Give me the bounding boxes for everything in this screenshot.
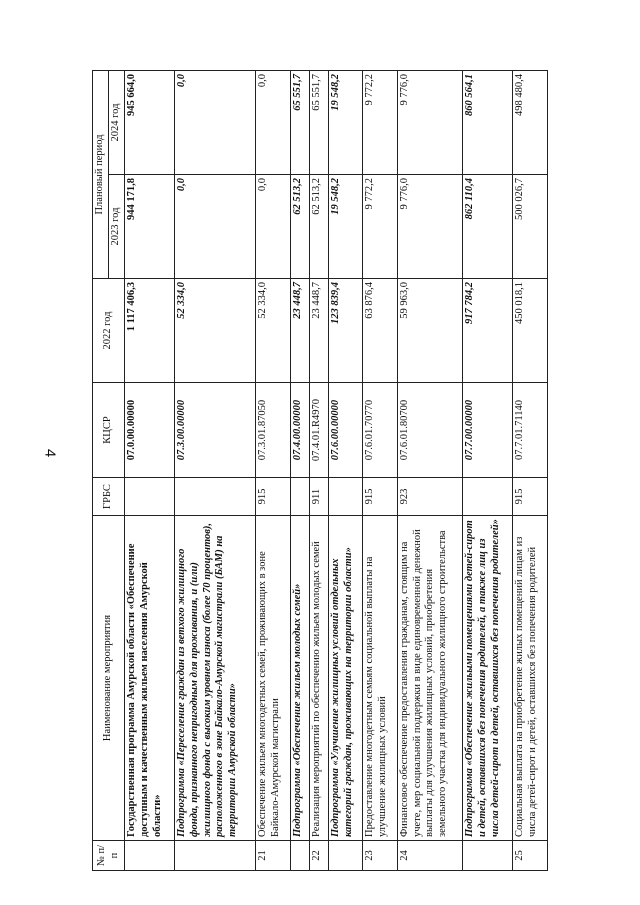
cell-num: 24 — [397, 841, 463, 871]
cell-num — [328, 841, 363, 871]
cell-grbs: 923 — [397, 478, 463, 516]
cell-name: Финансовое обеспечение предоставления гражданам, стоящим на учете, мер социальной поддержки в виде единовременной денежной выплаты для улучшения жилищных условий, приобретения земельного участка для индивидуального жилищного строительства — [397, 516, 463, 841]
cell-grbs — [328, 478, 363, 516]
cell-kcsr: 07.7.01.71140 — [513, 383, 548, 478]
cell-kcsr: 07.6.00.00000 — [328, 383, 363, 478]
cell-2022: 52 334,0 — [175, 279, 256, 383]
cell-name: Подпрограмма «Улучшение жилищных условий отдельных категорий граждан, проживающих на территории области» — [328, 516, 363, 841]
cell-2022: 1 117 406,3 — [125, 279, 175, 383]
cell-kcsr: 07.6.01.80700 — [397, 383, 463, 478]
cell-name: Социальная выплата на приобретение жилых помещений лицам из числа детей-сирот и детей, оставшихся без попечения родителей — [513, 516, 548, 841]
cell-kcsr: 07.0.00.00000 — [125, 383, 175, 478]
cell-grbs: 915 — [363, 478, 398, 516]
table-row — [290, 71, 309, 871]
table-row — [397, 71, 463, 871]
cell-2022: 23 448,7 — [290, 279, 309, 383]
cell-grbs — [125, 478, 175, 516]
cell-num: 23 — [363, 841, 398, 871]
header-num: № п/п — [93, 841, 125, 871]
cell-kcsr: 07.3.00.00000 — [175, 383, 256, 478]
cell-2023: 0,0 — [175, 175, 256, 279]
cell-name: Подпрограмма «Обеспечение жильем молодых семей» — [290, 516, 309, 841]
cell-num — [463, 841, 513, 871]
cell-2023: 62 513,2 — [290, 175, 309, 279]
cell-2024: 498 480,4 — [513, 71, 548, 175]
table-row — [125, 71, 175, 871]
cell-2024: 65 551,7 — [309, 71, 328, 175]
header-name: Наименование мероприятия — [93, 516, 125, 841]
cell-2023: 62 513,2 — [309, 175, 328, 279]
cell-2022: 59 963,0 — [397, 279, 463, 383]
cell-2022: 917 784,2 — [463, 279, 513, 383]
cell-2024: 0,0 — [256, 71, 291, 175]
cell-grbs: 915 — [256, 478, 291, 516]
cell-kcsr: 07.3.01.87050 — [256, 383, 291, 478]
cell-num: 22 — [309, 841, 328, 871]
header-grbs: ГРБС — [93, 478, 125, 516]
cell-name: Реализация мероприятий по обеспечению жильем молодых семей — [309, 516, 328, 841]
cell-2024: 9 776,0 — [397, 71, 463, 175]
cell-name: Обеспечение жильем многодетных семей, проживающих в зоне Байкало-Амурской магистрали — [256, 516, 291, 841]
cell-num — [125, 841, 175, 871]
cell-num: 21 — [256, 841, 291, 871]
cell-grbs: 915 — [513, 478, 548, 516]
cell-num — [290, 841, 309, 871]
cell-2022: 23 448,7 — [309, 279, 328, 383]
cell-2022: 450 018,1 — [513, 279, 548, 383]
cell-name: Государственная программа Амурской области «Обеспечение доступным и качественным жильем населения Амурской области» — [125, 516, 175, 841]
cell-2023: 19 548,2 — [328, 175, 363, 279]
cell-kcsr: 07.4.00.00000 — [290, 383, 309, 478]
header-2023: 2023 год — [109, 175, 125, 279]
header-2024: 2024 год — [109, 71, 125, 175]
cell-2022: 63 876,4 — [363, 279, 398, 383]
table-row — [363, 71, 398, 871]
cell-2023: 500 026,7 — [513, 175, 548, 279]
cell-name: Подпрограмма «Обеспечение жильыми помещениями детей-сирот и детей, оставшихся без попечения родителей, а также лиц из числа детей-сирот и детей, оставшихся без попечения родителей» — [463, 516, 513, 841]
cell-2024: 0,0 — [175, 71, 256, 175]
page-number: 4 — [41, 448, 59, 458]
table-row — [309, 71, 328, 871]
cell-grbs — [463, 478, 513, 516]
cell-grbs — [175, 478, 256, 516]
cell-2022: 52 334,0 — [256, 279, 291, 383]
header-2022: 2022 год — [93, 279, 125, 383]
cell-name: Предоставление многодетным семьям социальной выплаты на улучшение жилищных условий — [363, 516, 398, 841]
table-row — [513, 71, 548, 871]
cell-2024: 945 664,0 — [125, 71, 175, 175]
table-row — [328, 71, 363, 871]
table-row — [256, 71, 291, 871]
cell-2023: 0,0 — [256, 175, 291, 279]
cell-2024: 9 772,2 — [363, 71, 398, 175]
cell-2023: 862 110,4 — [463, 175, 513, 279]
cell-grbs — [290, 478, 309, 516]
cell-grbs: 911 — [309, 478, 328, 516]
budget-table — [92, 70, 548, 871]
cell-kcsr: 07.4.01.R4970 — [309, 383, 328, 478]
table-row — [463, 71, 513, 871]
header-kcsr: КЦСР — [93, 383, 125, 478]
cell-num: 25 — [513, 841, 548, 871]
cell-kcsr: 07.7.00.00000 — [463, 383, 513, 478]
cell-2023: 9 772,2 — [363, 175, 398, 279]
cell-name: Подпрограмма «Переселение граждан из ветхого жилищного фонда, признанного непригодным для проживания, и (или) жилищного фонда с высоким уровнем износа (более 70 процентов), расположенного в зоне Байкало-Амурской магистрали (БАМ) на территории Амурской области» — [175, 516, 256, 841]
cell-2024: 65 551,7 — [290, 71, 309, 175]
cell-2023: 944 171,8 — [125, 175, 175, 279]
header-plan: Плановый период — [93, 71, 109, 279]
cell-2022: 123 839,4 — [328, 279, 363, 383]
cell-num — [175, 841, 256, 871]
cell-2024: 19 548,2 — [328, 71, 363, 175]
cell-2024: 860 564,1 — [463, 71, 513, 175]
cell-kcsr: 07.6.01.70770 — [363, 383, 398, 478]
table-row — [175, 71, 256, 871]
cell-2023: 9 776,0 — [397, 175, 463, 279]
rotated-table-container — [92, 71, 548, 871]
